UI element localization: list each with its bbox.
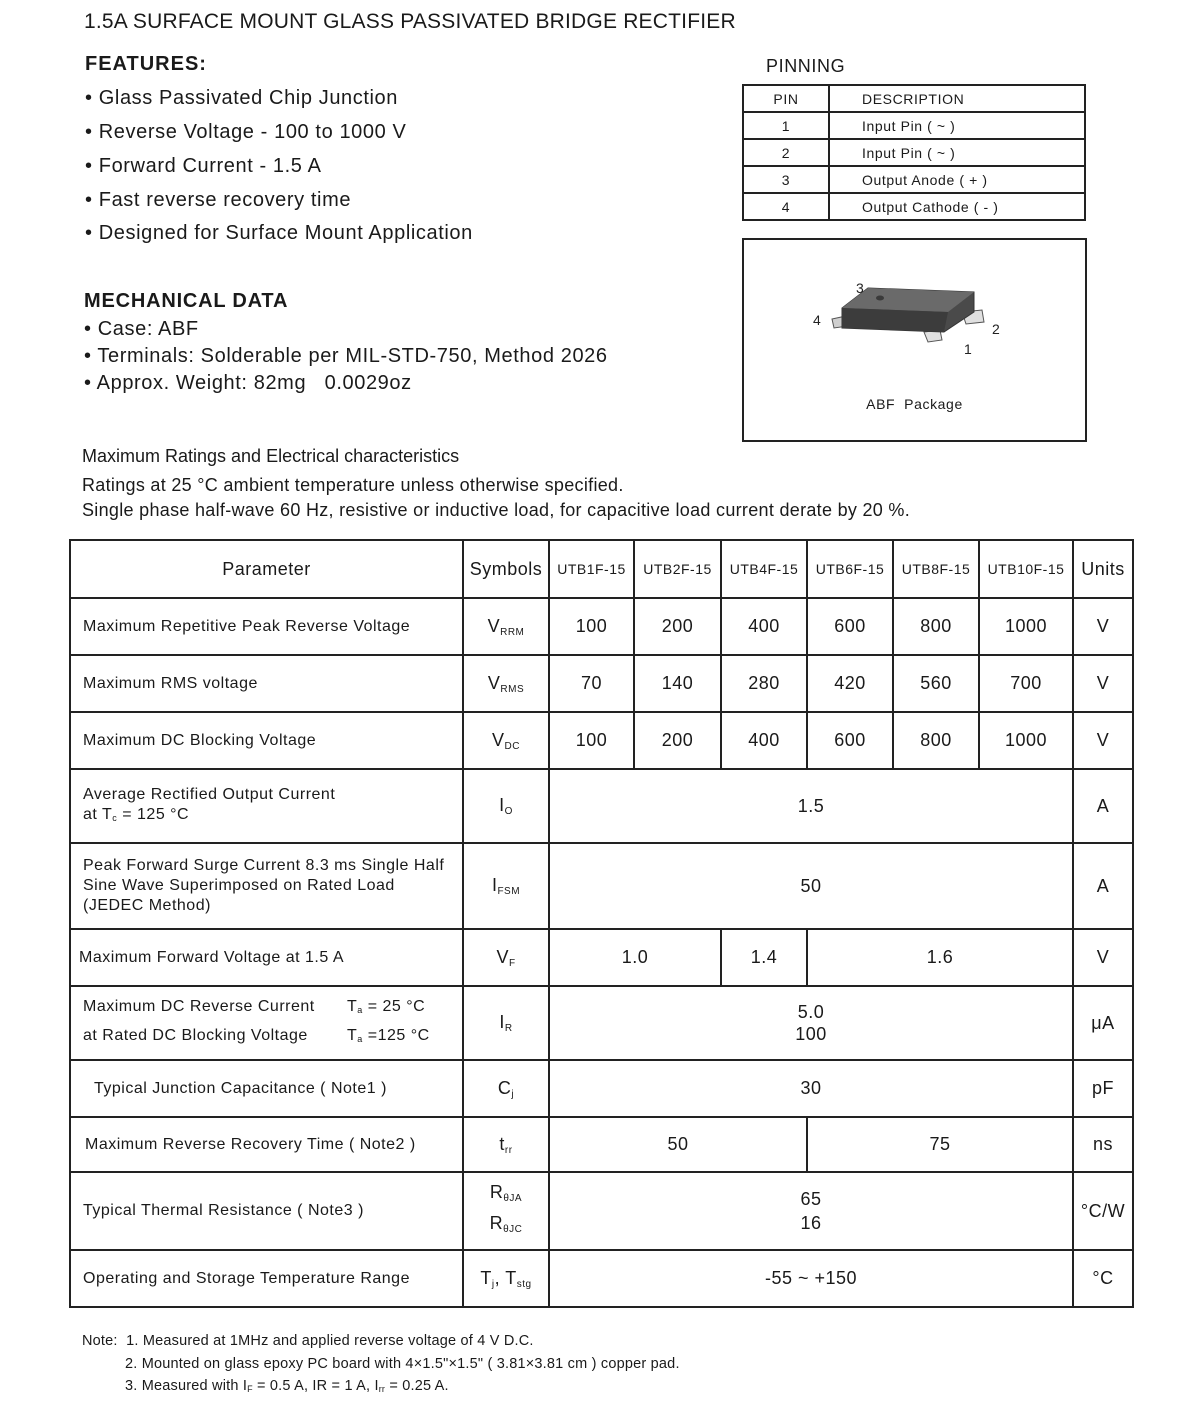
symbol-cell: $t_{rr}$ xyxy=(463,1117,549,1172)
param-label: Maximum RMS voltage xyxy=(70,655,463,712)
table-row-cj xyxy=(70,1060,1133,1117)
ratings-heading: Maximum Ratings and Electrical characteristics xyxy=(82,446,460,466)
value-cell: 200 xyxy=(634,712,721,769)
pin-label-2: 2 xyxy=(992,321,1000,337)
value-cell: 400 xyxy=(721,598,807,655)
pinning-heading: PINNING xyxy=(766,56,846,76)
table-row-ir xyxy=(70,986,1133,1060)
value-cell: 30 xyxy=(549,1060,1073,1117)
value-cell: 600 xyxy=(807,712,893,769)
value-cell: 800 xyxy=(893,598,979,655)
value-cell: 100 xyxy=(549,712,634,769)
desc-col-header: DESCRIPTION xyxy=(829,85,1085,112)
value-cell: 1000 xyxy=(979,712,1073,769)
pin-number: 2 xyxy=(743,139,829,166)
param-label: Average Rectified Output Current at $T_c = 125$ °C xyxy=(70,769,463,843)
symbols-header: Symbols xyxy=(463,540,549,598)
note-3: 3. Measured with $I_F = 0.5$ A, IR = 1 A, $I_{rr} = 0.25$ A. xyxy=(125,1378,449,1394)
pin-description: Input Pin ( ~ ) xyxy=(829,112,1085,139)
symbol-cell: $V_F$ xyxy=(463,929,549,986)
value-cell: 70 xyxy=(549,655,634,712)
mechanical-item: • Approx. Weight: 82mg 0.0029oz xyxy=(84,372,412,394)
feature-item: • Reverse Voltage - 100 to 1000 V xyxy=(85,121,407,143)
pin-label-1: 1 xyxy=(964,341,972,357)
pinning-row xyxy=(743,112,1085,139)
unit-cell: V xyxy=(1073,929,1133,986)
pin-number: 1 xyxy=(743,112,829,139)
value-cell: 420 xyxy=(807,655,893,712)
pin-label-3: 3 xyxy=(856,280,864,296)
pin-label-4: 4 xyxy=(813,312,821,328)
param-label: Peak Forward Surge Current 8.3 ms Single Half Sine Wave Superimposed on Rated Load (JEDEC Method) xyxy=(70,843,463,929)
pin1-dot xyxy=(876,296,884,301)
pin-description: Output Anode ( + ) xyxy=(829,166,1085,193)
package-label: ABF Package xyxy=(866,396,963,412)
value-cell: 1.0 xyxy=(549,929,721,986)
model-header: UTB2F-15 xyxy=(634,540,721,598)
pinning-row xyxy=(743,166,1085,193)
value-cell: 5.0 100 xyxy=(549,986,1073,1060)
value-cell: 800 xyxy=(893,712,979,769)
symbol-cell: $V_{RMS}$ xyxy=(463,655,549,712)
value-cell: 100 xyxy=(549,598,634,655)
table-row-temp xyxy=(70,1250,1133,1307)
pinning-row xyxy=(743,139,1085,166)
package-front xyxy=(842,308,948,332)
symbol-cell: $R_{\theta JA}$ $R_{\theta JC}$ xyxy=(463,1172,549,1250)
param-label: Typical Thermal Resistance ( Note3 ) xyxy=(70,1172,463,1250)
package-diagram-box xyxy=(742,238,1087,442)
value-cell: 75 xyxy=(807,1117,1073,1172)
value-cell: 560 xyxy=(893,655,979,712)
table-header-row xyxy=(70,540,1133,598)
value-cell: 400 xyxy=(721,712,807,769)
value-cell: 1.6 xyxy=(807,929,1073,986)
feature-item: • Designed for Surface Mount Application xyxy=(85,222,473,244)
value-cell: 700 xyxy=(979,655,1073,712)
pin-description: Output Cathode ( - ) xyxy=(829,193,1085,220)
value-cell: 50 xyxy=(549,1117,807,1172)
value-cell: 1.4 xyxy=(721,929,807,986)
mechanical-item: • Case: ABF xyxy=(84,318,199,340)
pin-description: Input Pin ( ~ ) xyxy=(829,139,1085,166)
table-row-io xyxy=(70,769,1133,843)
symbol-cell: $T_j$, $T_{stg}$ xyxy=(463,1250,549,1307)
symbol-cell: $C_j$ xyxy=(463,1060,549,1117)
unit-cell: V xyxy=(1073,598,1133,655)
symbol-cell: $V_{RRM}$ xyxy=(463,598,549,655)
model-header: UTB1F-15 xyxy=(549,540,634,598)
unit-cell: μA xyxy=(1073,986,1133,1060)
unit-cell: A xyxy=(1073,769,1133,843)
note-2: 2. Mounted on glass epoxy PC board with 4×1.5"×1.5" ( 3.81×3.81 cm ) copper pad. xyxy=(125,1355,680,1372)
value-cell: 65 16 xyxy=(549,1172,1073,1250)
pinning-row xyxy=(743,193,1085,220)
feature-item: • Forward Current - 1.5 A xyxy=(85,155,322,177)
note-1: Note: 1. Measured at 1MHz and applied reverse voltage of 4 V D.C. xyxy=(82,1333,534,1349)
table-row-vf xyxy=(70,929,1133,986)
ratings-condition-2: Single phase half-wave 60 Hz, resistive or inductive load, for capacitive load current derate by 20 %. xyxy=(82,500,911,520)
unit-cell: °C xyxy=(1073,1250,1133,1307)
model-header: UTB8F-15 xyxy=(893,540,979,598)
symbol-cell: $I_O$ xyxy=(463,769,549,843)
unit-cell: V xyxy=(1073,712,1133,769)
table-row-rth xyxy=(70,1172,1133,1250)
mechanical-heading: MECHANICAL DATA xyxy=(84,290,289,312)
unit-cell: pF xyxy=(1073,1060,1133,1117)
symbol-cell: $I_R$ xyxy=(463,986,549,1060)
value-cell: 280 xyxy=(721,655,807,712)
param-label: Maximum Forward Voltage at 1.5 A xyxy=(70,929,463,986)
param-label: Maximum DC Reverse Current $T_a = 25$ °C at Rated DC Blocking Voltage $T_a =125$ °C xyxy=(70,986,463,1060)
notes xyxy=(82,1330,680,1401)
value-cell: -55 ~ +150 xyxy=(549,1250,1073,1307)
value-cell: 1000 xyxy=(979,598,1073,655)
unit-cell: A xyxy=(1073,843,1133,929)
table-row-trr xyxy=(70,1117,1133,1172)
param-label: Maximum DC Blocking Voltage xyxy=(70,712,463,769)
model-header: UTB4F-15 xyxy=(721,540,807,598)
model-header: UTB10F-15 xyxy=(979,540,1073,598)
param-label: Typical Junction Capacitance ( Note1 ) xyxy=(70,1060,463,1117)
pinning-table xyxy=(742,84,1086,221)
unit-cell: °C/W xyxy=(1073,1172,1133,1250)
value-cell: 600 xyxy=(807,598,893,655)
feature-item: • Glass Passivated Chip Junction xyxy=(85,87,399,109)
ratings-condition-1: Ratings at 25 °C ambient temperature unless otherwise specified. xyxy=(82,475,624,495)
param-label: Operating and Storage Temperature Range xyxy=(70,1250,463,1307)
feature-item: • Fast reverse recovery time xyxy=(85,189,352,211)
unit-cell: V xyxy=(1073,655,1133,712)
pinning-header-row xyxy=(743,85,1085,112)
symbol-cell: $I_{FSM}$ xyxy=(463,843,549,929)
pin-col-header: PIN xyxy=(743,85,829,112)
symbol-cell: $V_{DC}$ xyxy=(463,712,549,769)
pin-number: 3 xyxy=(743,166,829,193)
param-label: Maximum Repetitive Peak Reverse Voltage xyxy=(70,598,463,655)
mechanical-item: • Terminals: Solderable per MIL-STD-750, Method 2026 xyxy=(84,345,608,367)
parameter-header: Parameter xyxy=(70,540,463,598)
table-row-vrms xyxy=(70,655,1133,712)
value-cell: 200 xyxy=(634,598,721,655)
features-heading: FEATURES: xyxy=(85,53,207,75)
abf-package-drawing xyxy=(744,240,1085,390)
param-label: Maximum Reverse Recovery Time ( Note2 ) xyxy=(70,1117,463,1172)
document-title: 1.5A SURFACE MOUNT GLASS PASSIVATED BRIDGE RECTIFIER xyxy=(84,10,736,33)
value-cell: 50 xyxy=(549,843,1073,929)
table-row-vrrm xyxy=(70,598,1133,655)
table-row-vdc xyxy=(70,712,1133,769)
unit-cell: ns xyxy=(1073,1117,1133,1172)
model-header: UTB6F-15 xyxy=(807,540,893,598)
units-header: Units xyxy=(1073,540,1133,598)
pin-number: 4 xyxy=(743,193,829,220)
table-row-ifsm xyxy=(70,843,1133,929)
value-cell: 140 xyxy=(634,655,721,712)
electrical-characteristics-table xyxy=(69,539,1134,1308)
value-cell: 1.5 xyxy=(549,769,1073,843)
